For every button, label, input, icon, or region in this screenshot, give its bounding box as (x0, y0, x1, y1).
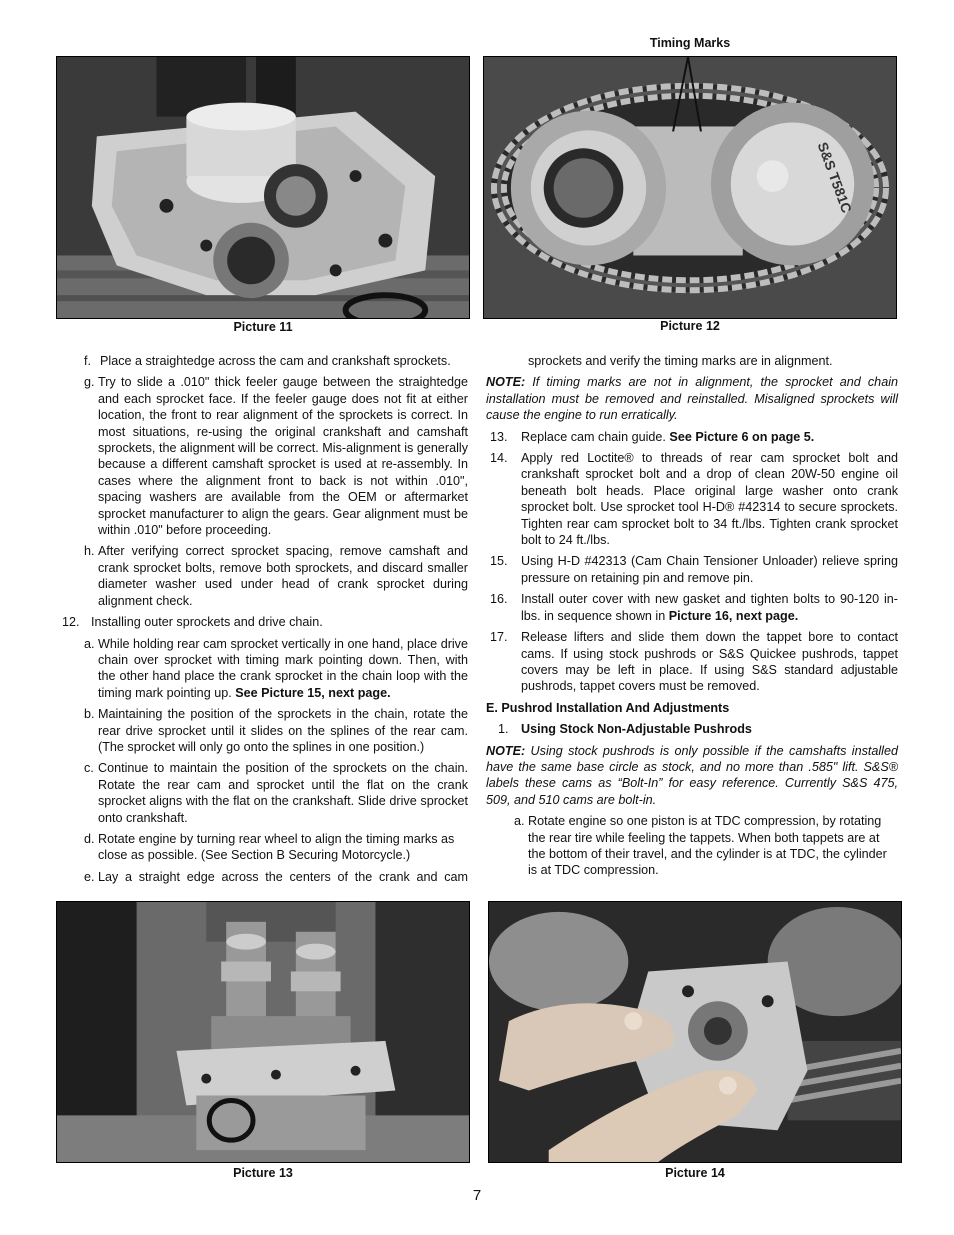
step-g-text: Try to slide a .010" thick feeler gauge between the straightedge and each sprocket face. If the feeler gauge does not fit at either location, the front to rear alignment of the sprockets is correct. In most situations, re-using the original crankshaft and camshaft sprockets, the alignment will be correct. Mis-alignment is generally because a different camshaft sprocket is used at re-assembly. In cases where the alignment front to back is not within .010", spacing washers are available from the OEM or aftermarket sprocket manufacturer to align the gears. Gear alignment must be within .010" before proceeding. (98, 375, 468, 538)
step-a-ref: See Picture 15, next page. (235, 685, 391, 700)
step-17-text: Release lifters and slide them down the tappet bore to contact cams. If using stock pushrods or S&S Quickee pushrods, tappet covers may be left in place. If using S&S standard adjustable pushrods, tappet covers must be removed. (521, 630, 898, 694)
step-a-text: While holding rear cam sprocket vertically in one hand, place drive chain over sprocket with timing mark pointing down. Then, with the other hand place the crank sprocket in the chain loop with the timing mark pointing up. (98, 636, 468, 700)
step-h-label: h. (84, 544, 95, 559)
picture-13-caption: Picture 13 (233, 1166, 293, 1180)
step-e-label: e. (84, 869, 95, 884)
note-stock-pushrods (486, 743, 898, 809)
step-b-label: b. (84, 707, 95, 722)
page-number: 7 (472, 1187, 482, 1204)
step-e-continued: sprockets and verify the timing marks are in alignment. (528, 354, 833, 368)
step-c-label: c. (84, 761, 94, 776)
step-15-label: 15. (490, 554, 508, 569)
step-14-text: Apply red Loctite® to threads of rear cam sprocket bolt and crankshaft sprocket bolt and a drop of clean 20W-50 engine oil beneath bolt heads. Place original large washer onto crank sprocket bolt. Use sprocket tool H-D® #42314 to secure sprockets. Tighten rear cam sprocket bolt to 34 ft./lbs. Tighten crank sprocket bolt to 24 ft./lbs. (521, 451, 898, 548)
picture-14-caption: Picture 14 (665, 1166, 725, 1180)
substep-1-label: 1. (498, 722, 509, 737)
step-e-text: Lay a straight edge across the centers of the crank and cam (98, 869, 468, 884)
step-17-label: 17. (490, 630, 508, 645)
step-13-text: Replace cam chain guide. (521, 429, 670, 444)
step-13-ref: See Picture 6 on page 5. (669, 429, 815, 444)
step-16-text: Install outer cover with new gasket and tighten bolts to 90-120 in-lbs. in sequence shown in (521, 592, 898, 623)
step-a2-label: a. (514, 814, 525, 829)
step-b-text: Maintaining the position of the sprockets in the chain, rotate the rear drive sprocket until it slides on the splines of the rear cam. (The sprocket will only go onto the splines in one position.) (98, 707, 468, 754)
step-13-label: 13. (490, 429, 508, 444)
substep-1-text: Using Stock Non-Adjustable Pushrods (521, 722, 752, 737)
step-f-text: Place a straightedge across the cam and crankshaft sprockets. (100, 354, 451, 368)
picture-11-photo (56, 56, 470, 319)
step-d-label: d. (84, 831, 95, 846)
timing-marks-label: Timing Marks (649, 36, 731, 50)
step-d-text: Rotate engine by turning rear wheel to align the timing marks as close as possible. (See Section B Securing Motorcycle.) (98, 831, 455, 863)
step-a-label: a. (84, 636, 95, 651)
step-12-text: Installing outer sprockets and drive chain. (91, 615, 323, 630)
step-15-text: Using H-D #42313 (Cam Chain Tensioner Unloader) relieve spring pressure on retaining pin and remove pin. (521, 554, 898, 585)
step-14-label: 14. (490, 451, 508, 466)
note-timing-marks (486, 374, 898, 423)
picture-12-photo (483, 56, 897, 319)
note-1-label: NOTE: (486, 375, 526, 390)
step-h-text: After verifying correct sprocket spacing, remove camshaft and crank sprocket bolts, remove both sprockets, and discard smaller diameter washer used under head of crank sprocket during alignment check. (98, 544, 468, 608)
step-12-label: 12. (62, 615, 80, 630)
step-16-label: 16. (490, 592, 508, 607)
sprocket-stamp-label: S&S T581C (814, 139, 856, 215)
section-e-heading: E. Pushrod Installation And Adjustments (486, 700, 730, 715)
picture-13-photo (56, 901, 470, 1163)
step-16-ref: Picture 16, next page. (668, 608, 799, 623)
step-g-label: g. (84, 375, 95, 390)
picture-11-caption: Picture 11 (233, 320, 293, 334)
step-c-text: Continue to maintain the position of the sprockets on the chain. Rotate the rear cam and sprocket until the flat on the crank sprocket aligns with the flat on the crankshaft. Slide drive sprocket onto crankshaft. (98, 761, 468, 825)
note-2-text: Using stock pushrods is only possible if the camshafts installed have the same base circle as stock, and no more than .585" lift. S&S® labels these cams as “Bolt-In” for easy reference. Currently S&S 475, 509, and 510 cams are bolt-in. (486, 743, 898, 807)
right-column (486, 353, 898, 884)
picture-12-caption: Picture 12 (660, 319, 720, 333)
note-2-label: NOTE: (486, 743, 526, 758)
picture-14-photo (488, 901, 902, 1163)
left-column (62, 353, 468, 890)
note-1-text: If timing marks are not in alignment, the sprocket and chain installation must be removed and reinstalled. Misaligned sprockets will cause the engine to run erratically. (486, 375, 898, 423)
step-f-label: f. (84, 354, 91, 368)
step-a2-text: Rotate engine so one piston is at TDC compression, by rotating the rear tire while feeling the tappets. When both tappets are at the bottom of their travel, and the cylinder is at TDC, the cylinder is at TDC compression. (528, 814, 887, 878)
